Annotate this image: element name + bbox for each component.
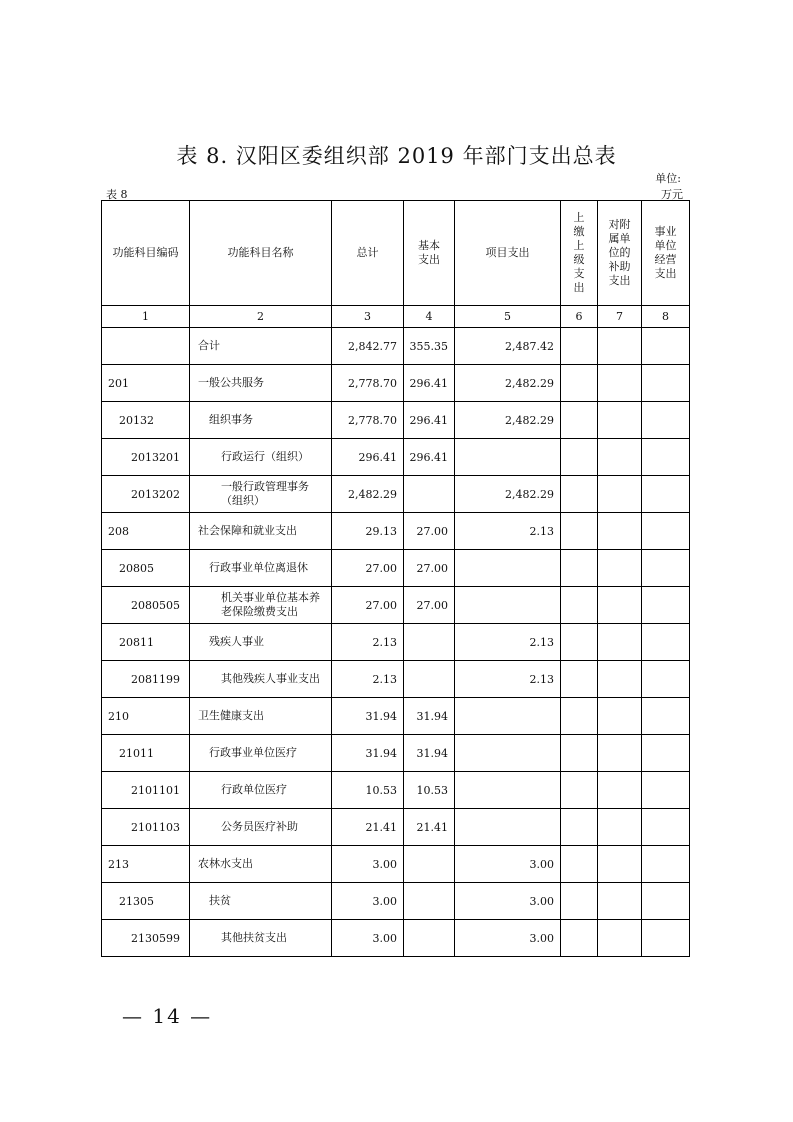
cell-name: 一般行政管理事务（组织） xyxy=(190,476,332,513)
header-code: 功能科目编码 xyxy=(102,201,190,306)
cell-name: 残疾人事业 xyxy=(190,624,332,661)
cell-business xyxy=(642,328,690,365)
cell-business xyxy=(642,513,690,550)
cell-subsidy xyxy=(598,772,642,809)
cell-total: 21.41 xyxy=(332,809,404,846)
cell-basic: 31.94 xyxy=(404,698,455,735)
cell-upper xyxy=(561,735,598,772)
cell-upper xyxy=(561,550,598,587)
cell-name: 其他残疾人事业支出 xyxy=(190,661,332,698)
cell-basic xyxy=(404,624,455,661)
cell-basic: 27.00 xyxy=(404,587,455,624)
cell-subsidy xyxy=(598,402,642,439)
cell-code: 21305 xyxy=(102,883,190,920)
cell-subsidy xyxy=(598,550,642,587)
cell-subsidy xyxy=(598,439,642,476)
cell-total: 27.00 xyxy=(332,587,404,624)
col-number: 1 xyxy=(102,306,190,328)
page-number: — 14 — xyxy=(122,1004,213,1028)
cell-code: 20811 xyxy=(102,624,190,661)
cell-total: 3.00 xyxy=(332,846,404,883)
table-row xyxy=(102,402,690,439)
table-row xyxy=(102,809,690,846)
cell-subsidy xyxy=(598,587,642,624)
cell-project: 3.00 xyxy=(455,920,561,957)
cell-upper xyxy=(561,476,598,513)
expenditure-table xyxy=(101,200,690,957)
cell-upper xyxy=(561,920,598,957)
cell-basic: 21.41 xyxy=(404,809,455,846)
cell-upper xyxy=(561,587,598,624)
header-row xyxy=(102,201,690,306)
cell-project: 2,482.29 xyxy=(455,402,561,439)
cell-upper xyxy=(561,402,598,439)
col-number: 4 xyxy=(404,306,455,328)
cell-basic xyxy=(404,476,455,513)
cell-basic xyxy=(404,661,455,698)
cell-business xyxy=(642,550,690,587)
table-row xyxy=(102,328,690,365)
cell-upper xyxy=(561,513,598,550)
table-row xyxy=(102,661,690,698)
cell-project xyxy=(455,550,561,587)
col-number: 7 xyxy=(598,306,642,328)
cell-business xyxy=(642,846,690,883)
cell-subsidy xyxy=(598,846,642,883)
col-number: 6 xyxy=(561,306,598,328)
cell-basic: 31.94 xyxy=(404,735,455,772)
unit-value: 万元 xyxy=(661,188,683,201)
cell-project: 2.13 xyxy=(455,624,561,661)
col-number: 2 xyxy=(190,306,332,328)
cell-code: 2101101 xyxy=(102,772,190,809)
table-number: 表 8 xyxy=(106,188,128,201)
cell-subsidy xyxy=(598,661,642,698)
header-subsidy: 对附属单位的补助支出 xyxy=(598,201,642,306)
cell-code: 20805 xyxy=(102,550,190,587)
cell-total: 2,482.29 xyxy=(332,476,404,513)
cell-name: 行政运行（组织） xyxy=(190,439,332,476)
column-number-row xyxy=(102,306,690,328)
header-business: 事业单位经营支出 xyxy=(642,201,690,306)
cell-project xyxy=(455,698,561,735)
cell-total: 2,778.70 xyxy=(332,365,404,402)
cell-project: 2,482.29 xyxy=(455,365,561,402)
cell-subsidy xyxy=(598,513,642,550)
cell-total: 2,842.77 xyxy=(332,328,404,365)
table-row xyxy=(102,439,690,476)
page-title: 表 8. 汉阳区委组织部 2019 年部门支出总表 xyxy=(176,144,617,168)
cell-total: 2.13 xyxy=(332,661,404,698)
cell-code: 2080505 xyxy=(102,587,190,624)
cell-code: 213 xyxy=(102,846,190,883)
cell-project xyxy=(455,735,561,772)
cell-name: 卫生健康支出 xyxy=(190,698,332,735)
cell-name: 行政事业单位医疗 xyxy=(190,735,332,772)
cell-business xyxy=(642,624,690,661)
cell-business xyxy=(642,587,690,624)
cell-project xyxy=(455,439,561,476)
table-row xyxy=(102,624,690,661)
cell-project: 3.00 xyxy=(455,846,561,883)
cell-basic xyxy=(404,846,455,883)
table-row xyxy=(102,698,690,735)
cell-code: 21011 xyxy=(102,735,190,772)
header-total: 总计 xyxy=(332,201,404,306)
cell-basic xyxy=(404,920,455,957)
cell-upper xyxy=(561,365,598,402)
cell-code: 2013202 xyxy=(102,476,190,513)
cell-basic: 296.41 xyxy=(404,402,455,439)
cell-code: 2081199 xyxy=(102,661,190,698)
cell-business xyxy=(642,772,690,809)
cell-project xyxy=(455,772,561,809)
cell-basic: 27.00 xyxy=(404,550,455,587)
cell-total: 29.13 xyxy=(332,513,404,550)
cell-basic: 10.53 xyxy=(404,772,455,809)
cell-subsidy xyxy=(598,624,642,661)
cell-basic: 296.41 xyxy=(404,365,455,402)
cell-business xyxy=(642,883,690,920)
cell-code: 208 xyxy=(102,513,190,550)
cell-subsidy xyxy=(598,883,642,920)
cell-basic: 27.00 xyxy=(404,513,455,550)
table-row xyxy=(102,920,690,957)
cell-subsidy xyxy=(598,735,642,772)
cell-name: 行政单位医疗 xyxy=(190,772,332,809)
cell-total: 296.41 xyxy=(332,439,404,476)
cell-code: 2013201 xyxy=(102,439,190,476)
cell-project: 2,487.42 xyxy=(455,328,561,365)
header-basic: 基本支出 xyxy=(404,201,455,306)
cell-upper xyxy=(561,883,598,920)
cell-subsidy xyxy=(598,920,642,957)
cell-business xyxy=(642,365,690,402)
cell-code: 210 xyxy=(102,698,190,735)
cell-project: 3.00 xyxy=(455,883,561,920)
cell-business xyxy=(642,809,690,846)
cell-upper xyxy=(561,439,598,476)
cell-business xyxy=(642,402,690,439)
cell-total: 31.94 xyxy=(332,698,404,735)
cell-upper xyxy=(561,846,598,883)
header-upper: 上缴上级支出 xyxy=(561,201,598,306)
unit-label: 单位: xyxy=(655,172,681,185)
cell-subsidy xyxy=(598,809,642,846)
cell-business xyxy=(642,735,690,772)
cell-business xyxy=(642,476,690,513)
cell-subsidy xyxy=(598,476,642,513)
cell-name: 扶贫 xyxy=(190,883,332,920)
cell-business xyxy=(642,439,690,476)
cell-total: 31.94 xyxy=(332,735,404,772)
table-row xyxy=(102,476,690,513)
cell-upper xyxy=(561,328,598,365)
cell-project: 2,482.29 xyxy=(455,476,561,513)
cell-project xyxy=(455,587,561,624)
cell-name: 合计 xyxy=(190,328,332,365)
cell-name: 组织事务 xyxy=(190,402,332,439)
cell-name: 社会保障和就业支出 xyxy=(190,513,332,550)
cell-name: 机关事业单位基本养老保险缴费支出 xyxy=(190,587,332,624)
cell-code: 201 xyxy=(102,365,190,402)
cell-upper xyxy=(561,661,598,698)
cell-name: 一般公共服务 xyxy=(190,365,332,402)
cell-name: 行政事业单位离退休 xyxy=(190,550,332,587)
cell-total: 3.00 xyxy=(332,883,404,920)
cell-total: 2,778.70 xyxy=(332,402,404,439)
table-row xyxy=(102,587,690,624)
cell-code: 2130599 xyxy=(102,920,190,957)
cell-name: 公务员医疗补助 xyxy=(190,809,332,846)
table-row xyxy=(102,365,690,402)
table-row xyxy=(102,550,690,587)
table-row xyxy=(102,846,690,883)
cell-code: 2101103 xyxy=(102,809,190,846)
cell-name: 农林水支出 xyxy=(190,846,332,883)
col-number: 3 xyxy=(332,306,404,328)
table-row xyxy=(102,513,690,550)
col-number: 8 xyxy=(642,306,690,328)
table-row xyxy=(102,772,690,809)
cell-total: 10.53 xyxy=(332,772,404,809)
cell-name: 其他扶贫支出 xyxy=(190,920,332,957)
cell-upper xyxy=(561,624,598,661)
cell-project: 2.13 xyxy=(455,661,561,698)
cell-total: 2.13 xyxy=(332,624,404,661)
cell-business xyxy=(642,920,690,957)
cell-basic xyxy=(404,883,455,920)
header-name: 功能科目名称 xyxy=(190,201,332,306)
cell-total: 27.00 xyxy=(332,550,404,587)
col-number: 5 xyxy=(455,306,561,328)
cell-project xyxy=(455,809,561,846)
cell-subsidy xyxy=(598,365,642,402)
cell-subsidy xyxy=(598,698,642,735)
cell-business xyxy=(642,698,690,735)
table-row xyxy=(102,883,690,920)
cell-project: 2.13 xyxy=(455,513,561,550)
cell-code: 20132 xyxy=(102,402,190,439)
cell-upper xyxy=(561,698,598,735)
cell-basic: 296.41 xyxy=(404,439,455,476)
cell-basic: 355.35 xyxy=(404,328,455,365)
cell-business xyxy=(642,661,690,698)
table-row xyxy=(102,735,690,772)
cell-subsidy xyxy=(598,328,642,365)
table-body xyxy=(102,328,690,957)
header-project: 项目支出 xyxy=(455,201,561,306)
cell-total: 3.00 xyxy=(332,920,404,957)
cell-upper xyxy=(561,809,598,846)
cell-code xyxy=(102,328,190,365)
cell-upper xyxy=(561,772,598,809)
